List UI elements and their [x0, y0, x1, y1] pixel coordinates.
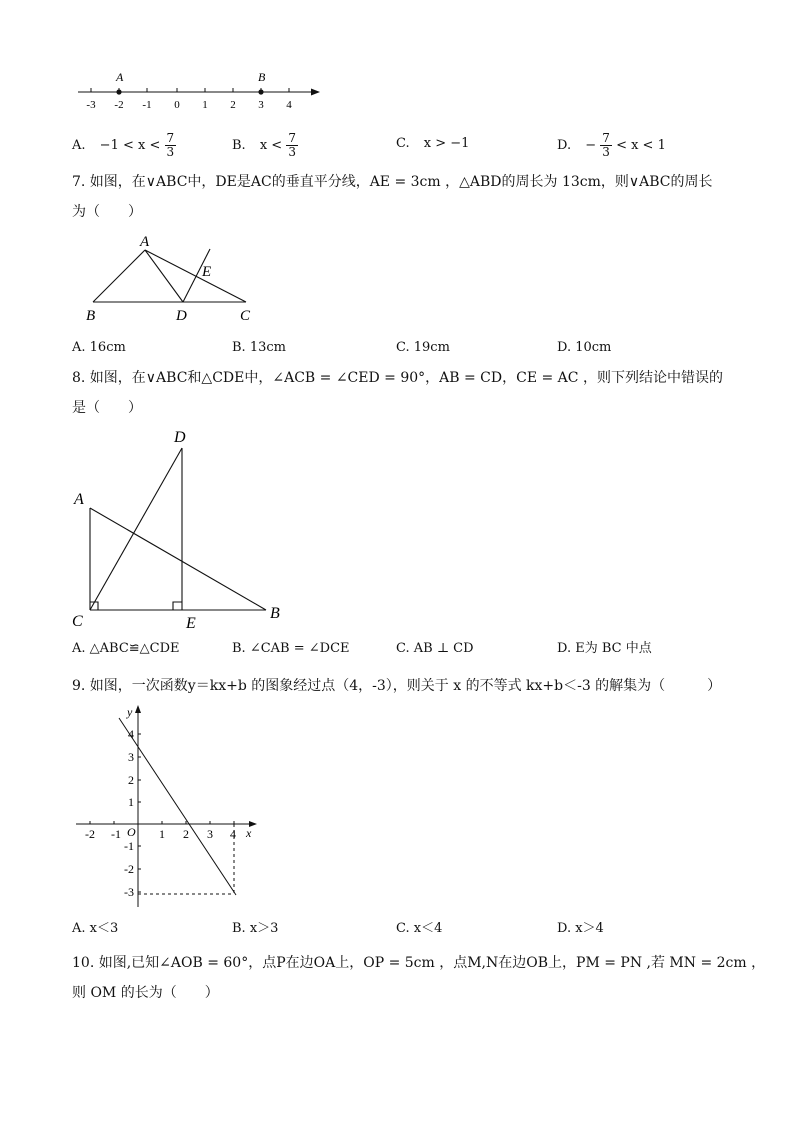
option-math-tail: < x < 1	[616, 138, 666, 153]
q7-triangle-figure	[80, 230, 270, 325]
q9-linear-graph	[72, 703, 262, 913]
point-a-label: A	[116, 70, 124, 84]
q6-option-b[interactable]	[232, 132, 298, 159]
point-b-label: B	[258, 70, 266, 84]
q8-stem-line2: 是（ ）	[72, 400, 142, 416]
y-tick-label: -3	[124, 885, 134, 899]
q7-stem-line2: 为（ ）	[72, 204, 142, 220]
number-line-figure	[70, 68, 330, 116]
q9-option-a[interactable]: A. x＜3	[72, 921, 119, 936]
point-a-dot	[116, 89, 121, 94]
option-letter: D.	[557, 138, 572, 153]
option-math: x > −1	[423, 136, 470, 151]
vertex-label-a: A	[74, 491, 84, 508]
x-tick-label: 4	[230, 827, 236, 841]
y-axis-arrow	[135, 705, 141, 713]
tick-label: 4	[286, 99, 292, 111]
x-tick-label: 3	[207, 827, 213, 841]
q7-option-a[interactable]: A. 16cm	[72, 340, 126, 355]
q9-option-c[interactable]: C. x＜4	[396, 921, 443, 936]
vertex-label-d: D	[176, 308, 187, 324]
q7-stem-line1: 7. 如图，在∨ABC中，DE是AC的垂直平分线，AE = 3cm ，△ABD的周长为 13cm，则∨ABC的周长	[72, 174, 713, 190]
q10-stem-line2: 则 OM 的长为（ ）	[72, 985, 219, 1001]
fraction: $\frac{7}{3}$	[166, 131, 175, 159]
q7-option-c[interactable]: C. 19cm	[396, 340, 450, 355]
option-letter: C.	[396, 136, 410, 151]
q7-option-b[interactable]: B. 13cm	[232, 340, 286, 355]
q8-stem-line1: 8. 如图，在∨ABC和△CDE中，∠ACB = ∠CED = 90°，AB = CD，CE = AC ，则下列结论中错误的	[72, 370, 723, 386]
option-math: −1 < x <	[99, 138, 161, 153]
y-axis-label: y	[127, 705, 133, 719]
right-angle-mark-e	[173, 602, 182, 610]
q6-option-a[interactable]	[72, 132, 176, 159]
segment-ad	[145, 250, 183, 302]
y-tick-label: 2	[128, 773, 134, 787]
vertex-label-c: C	[240, 308, 251, 324]
q9-option-d[interactable]: D. x＞4	[557, 921, 604, 936]
tick-label: -1	[142, 99, 152, 111]
vertex-label-b: B	[86, 308, 96, 324]
y-tick-label: 1	[128, 795, 134, 809]
tick-label: 0	[174, 99, 180, 111]
q10-stem-line1: 10. 如图,已知∠AOB = 60°，点P在边OA上，OP = 5cm ，点M,N在边OB上，PM = PN ,若 MN = 2cm ，	[72, 955, 766, 971]
q9-option-b[interactable]: B. x＞3	[232, 921, 279, 936]
tick-label: 2	[230, 99, 236, 111]
y-tick-label: 4	[128, 727, 134, 741]
y-tick-label: 3	[128, 750, 134, 764]
segment-ab	[93, 250, 145, 302]
segment-ac	[145, 250, 246, 302]
q8-option-a[interactable]: A. △ABC≌△CDE	[72, 641, 180, 656]
origin-label: O	[127, 825, 136, 839]
q9-stem-line1: 9. 如图，一次函数y＝kx+b 的图象经过点（4，-3），则关于 x 的不等式 kx+b＜-3 的解集为（ ）	[72, 678, 722, 694]
point-b-dot	[258, 89, 263, 94]
q6-option-d[interactable]	[557, 132, 666, 159]
segment-cd	[90, 448, 182, 610]
option-math: −	[585, 138, 597, 153]
vertex-label-e: E	[186, 615, 196, 632]
vertex-label-a: A	[140, 234, 150, 250]
y-tick-label: -2	[124, 862, 134, 876]
fraction: $\frac{7}{3}$	[288, 131, 296, 159]
segment-ab	[90, 508, 266, 610]
vertex-label-e: E	[202, 264, 212, 280]
q8-option-d[interactable]: D. E为 BC 中点	[557, 641, 652, 656]
x-tick-label: 2	[183, 827, 189, 841]
option-letter: B.	[232, 138, 246, 153]
x-tick-label: -1	[111, 827, 121, 841]
function-line	[119, 718, 236, 895]
x-axis-label: x	[246, 826, 252, 840]
vertex-label-b: B	[270, 605, 280, 622]
vertex-label-c: C	[72, 613, 83, 630]
option-math: x <	[259, 138, 283, 153]
x-tick-label: -2	[85, 827, 95, 841]
q8-triangles-figure	[66, 424, 296, 634]
tick-label: 3	[258, 99, 264, 111]
q8-option-b[interactable]: B. ∠CAB = ∠DCE	[232, 641, 350, 656]
fraction: $\frac{7}{3}$	[602, 131, 610, 159]
vertex-label-d: D	[174, 429, 186, 446]
tick-label: -3	[86, 99, 96, 111]
option-letter: A.	[72, 138, 86, 153]
tick-label: -2	[114, 99, 124, 111]
q8-option-c[interactable]: C. AB ⊥ CD	[396, 641, 474, 656]
tick-label: 1	[202, 99, 208, 111]
x-tick-label: 1	[159, 827, 165, 841]
q6-option-c[interactable]	[396, 134, 469, 154]
q7-option-d[interactable]: D. 10cm	[557, 340, 612, 355]
y-tick-label: -1	[124, 839, 134, 853]
